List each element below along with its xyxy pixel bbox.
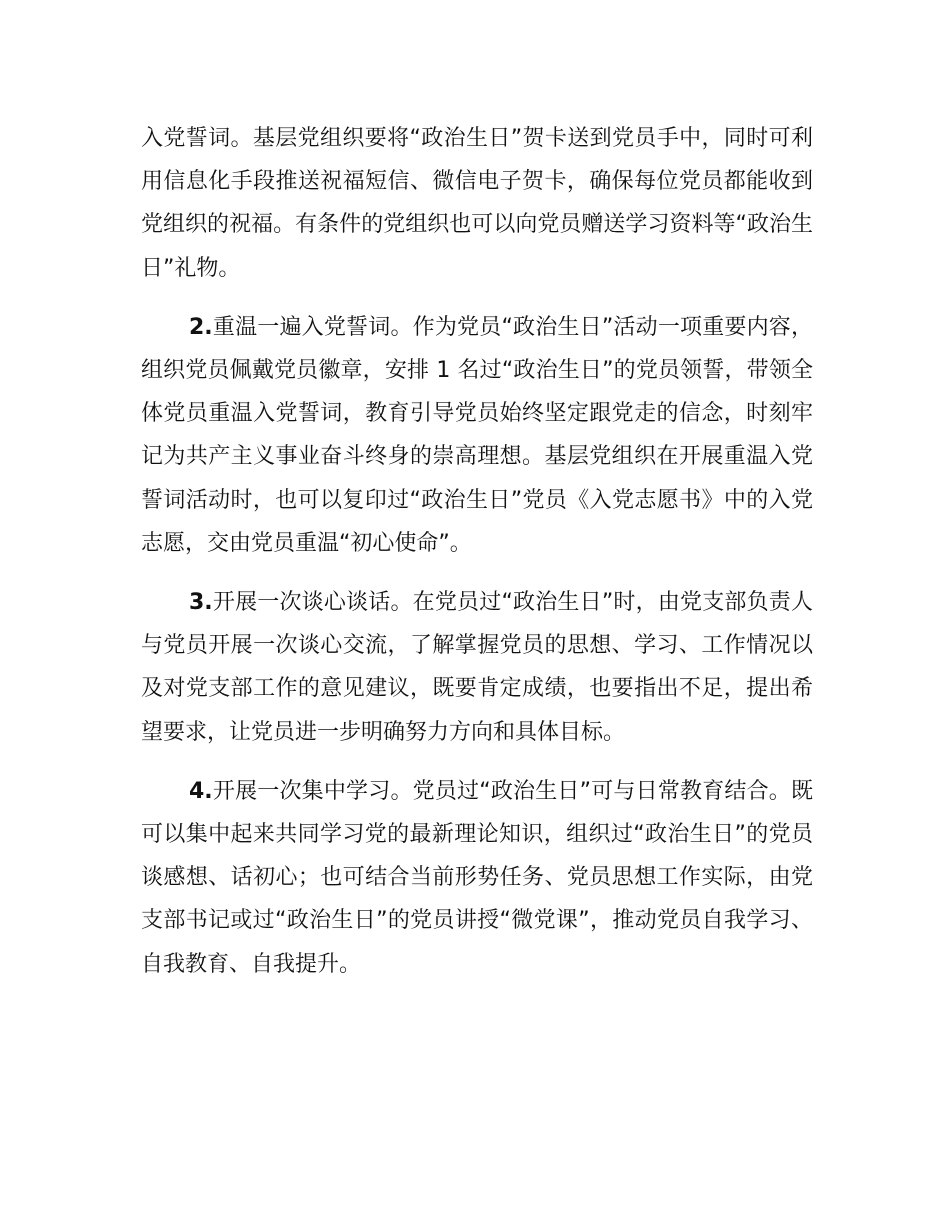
paragraph-4-text: 开展一次集中学习。党员过“政治生日”可与日常教育结合。既可以集中起来共同学习党的最新理论知识，组织过“政治生日”的党员谈感想、话初心；也可结合当前形势任务、党员思想工作实际，由党支部书记或过“政治生日”的党员讲授“微党课”，推动党员自我学习、自我教育、自我提升。 xyxy=(141,778,813,977)
paragraph-4-number: 4. xyxy=(189,778,213,804)
paragraph-2-text: 重温一遍入党誓词。作为党员“政治生日”活动一项重要内容，组织党员佩戴党员徽章，安排 1 名过“政治生日”的党员领誓，带领全体党员重温入党誓词，教育引导党员始终坚定跟党走的信念，时刻牢记为共产主义事业奋斗终身的崇高理想。基层党组织在开展重温入党誓词活动时，也可以复印过“政治生日”党员《入党志愿书》中的入党志愿，交由党员重温“初心使命”。 xyxy=(141,314,813,556)
paragraph-3-text: 开展一次谈心谈话。在党员过“政治生日”时，由党支部负责人与党员开展一次谈心交流，了解掌握党员的思想、学习、工作情况以及对党支部工作的意见建议，既要肯定成绩，也要指出不足，提出希望要求，让党员进一步明确努力方向和具体目标。 xyxy=(141,590,813,745)
paragraph-2-number: 2. xyxy=(189,314,213,340)
paragraph-3-number: 3. xyxy=(189,590,213,616)
paragraph-4 xyxy=(141,770,813,986)
paragraph-3 xyxy=(141,581,813,754)
paragraph-1-text: 入党誓词。基层党组织要将“政治生日”贺卡送到党员手中，同时可利用信息化手段推送祝福短信、微信电子贺卡，确保每位党员都能收到党组织的祝福。有条件的党组织也可以向党员赠送学习资料等“政治生日”礼物。 xyxy=(141,126,813,281)
document-body xyxy=(141,117,813,1002)
paragraph-2 xyxy=(141,306,813,565)
paragraph-1 xyxy=(141,117,813,290)
